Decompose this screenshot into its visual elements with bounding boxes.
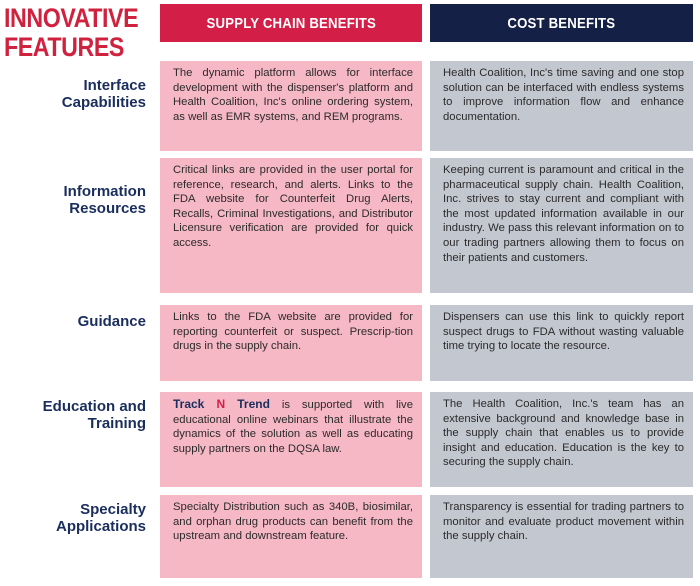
- row-label-specialty-applications: Specialty Applications: [55, 501, 146, 535]
- cost-benefits-header-label: COST BENEFITS: [507, 14, 616, 32]
- row-label-information-resources: Information Resources: [63, 183, 146, 217]
- row-label-interface-capabilities: Interface Capabilities: [61, 77, 146, 111]
- cost-cell-specialty-applications: Transparency is essential for trading partners to monitor and evaluate product movement within the supply chain.: [430, 495, 693, 578]
- page-title: [4, 3, 139, 62]
- row-label-guidance: Guidance: [77, 313, 146, 330]
- supply-cell-interface-capabilities: The dynamic platform allows for interface development with the dispenser's platform and Health Coalition, Inc's online ordering system, as well as EMR systems, and REM programs.: [160, 61, 422, 151]
- row-label-education-and-training: Education and Training: [42, 398, 146, 432]
- cost-cell-interface-capabilities: Health Coalition, Inc's time saving and one stop solution can be interfaced with endless systems to improve information flow and enhance documentation.: [430, 61, 693, 151]
- supply-cell-specialty-applications: Specialty Distribution such as 340B, biosimilar, and orphan drug products can benefit from the upstream and downstream feature.: [160, 495, 422, 578]
- track-n-trend-brand: Track N Trend: [173, 397, 270, 411]
- supply-chain-benefits-header: [160, 4, 422, 42]
- supply-cell-guidance: Links to the FDA website are provided for reporting counterfeit or suspect. Prescrip-tion drugs in the supply chain.: [160, 305, 422, 381]
- cost-cell-information-resources: Keeping current is paramount and critical in the pharmaceutical supply chain. Health Coalition, Inc. strives to stay current and compliant with the most updated information available in our industry. We pass this relevant information on to our trading partners allowing them to focus on their patients and customers.: [430, 158, 693, 293]
- cost-benefits-header: [430, 4, 693, 42]
- page-title-line1: INNOVATIVE: [4, 3, 139, 33]
- supply-cell-education-and-training: Track N Trend is supported with live educational online webinars that illustrate the dynamics of the solution as well as educating supply partners on the DQSA law.: [160, 392, 422, 487]
- supply-chain-benefits-header-label: SUPPLY CHAIN BENEFITS: [206, 14, 376, 32]
- cost-cell-guidance: Dispensers can use this link to quickly report suspect drugs to FDA without wasting valuable time trying to locate the resource.: [430, 305, 693, 381]
- supply-cell-information-resources: Critical links are provided in the user portal for reference, research, and alerts. Links to the FDA website for Counterfeit Drug Alerts, Recalls, Criminal Investigations, and Distributor Licensure verification are provided for quick access.: [160, 158, 422, 293]
- cost-cell-education-and-training: The Health Coalition, Inc.'s team has an extensive background and knowledge base in the supply chain that enables us to provide insight and education. Education is the key to securing the supply chain.: [430, 392, 693, 487]
- page-title-line2: FEATURES: [4, 32, 124, 62]
